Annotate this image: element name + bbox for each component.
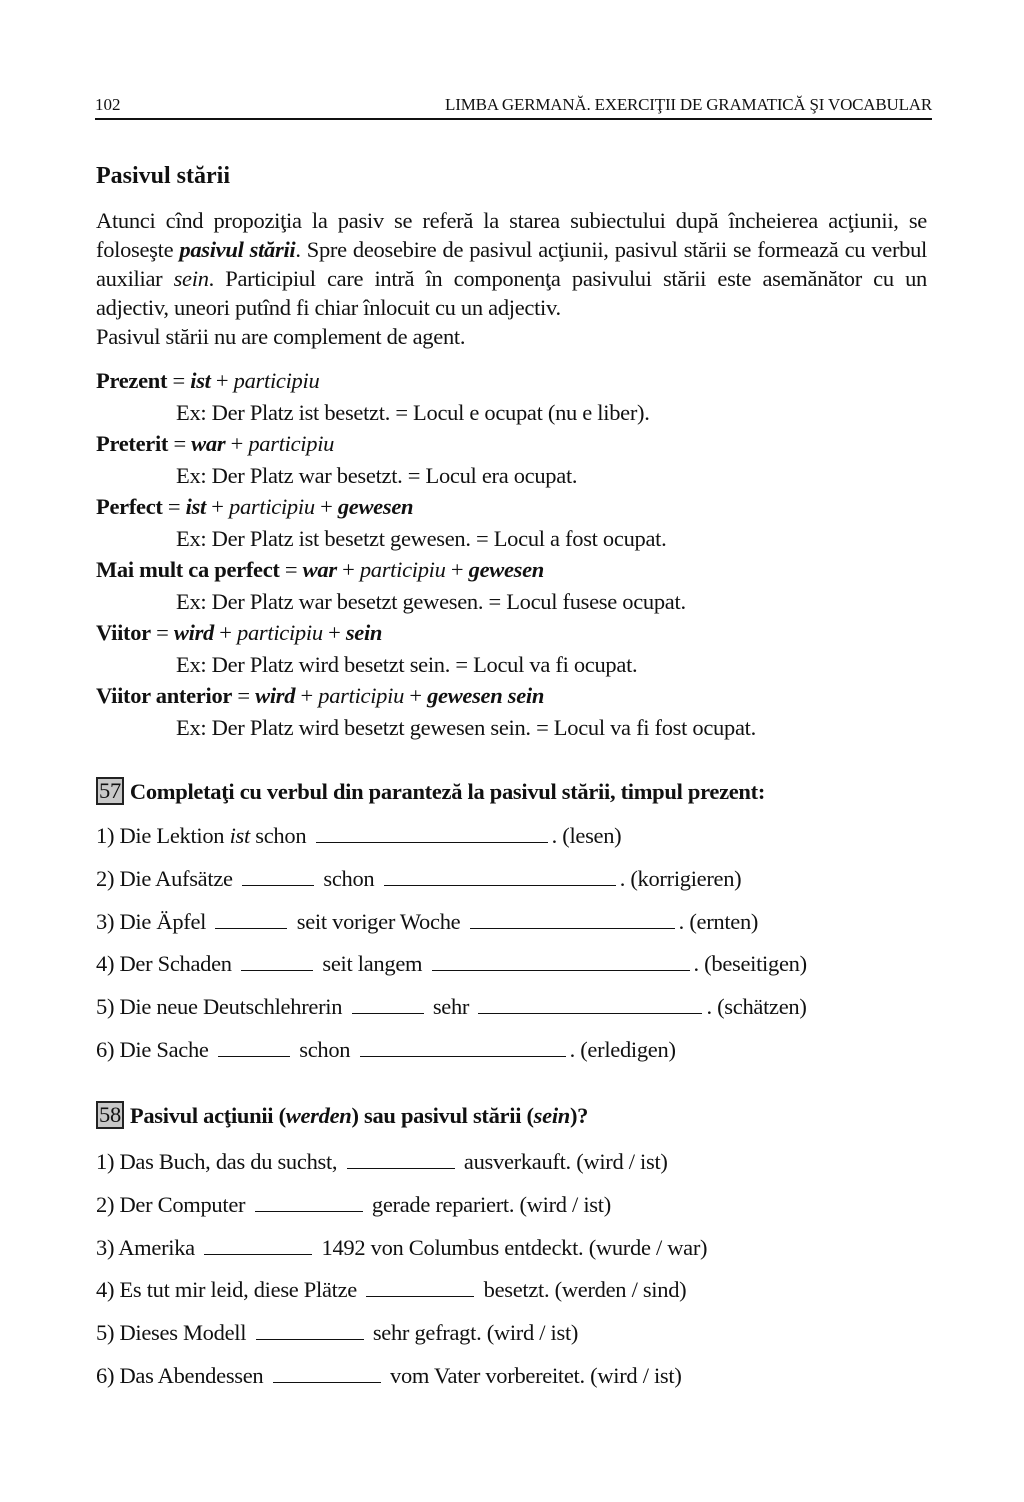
item-start: 3) Die Äpfel [96,908,207,934]
page-number: 102 [95,95,121,114]
item-middle: seit langem [322,951,423,977]
rule-formula [96,680,936,712]
item-hint: . (ernten) [678,908,759,934]
rule-plus: + [314,494,338,519]
section-title: Pasivul stării [96,163,231,189]
rule-example: Ex: Der Platz war besetzt. = Locul era ocupat. [176,462,578,488]
aux-blank[interactable] [218,1036,290,1057]
rule-extra: gewesen [468,557,545,582]
item-middle: schon [299,1036,351,1062]
exercise-58-items [96,1146,707,1403]
para-text-2: . Spre deosebire de pasivul acţiunii, pasivul stării se formează cu verbul auxiliar [96,237,927,291]
item-start: 5) Die neue Deutschlehrerin [96,994,343,1020]
item-start: 5) Dieses Modell [96,1320,247,1346]
rule-participle: participiu [237,620,323,645]
rule-plus: + [213,620,238,645]
rule-equals: = [279,557,303,582]
item-end: besetzt. (werden / sind) [483,1277,687,1303]
answer-blank[interactable] [470,908,675,929]
rule-participle: participiu [248,431,335,456]
running-title: LIMBA GERMANĂ. EXERCIŢII DE GRAMATICĂ ŞI VOCABULAR [445,95,932,114]
exercise-item [96,1146,707,1189]
exercise-item [96,863,807,906]
tense-rules [96,365,936,743]
rule-participle: participiu [229,494,315,519]
rule-extra: gewesen sein [427,683,545,708]
answer-blank[interactable] [204,1234,312,1255]
answer-blank[interactable] [347,1148,455,1169]
answer-blank[interactable] [316,822,548,843]
item-middle: sehr [432,994,470,1020]
rule-formula [96,554,936,586]
item-end: ausverkauft. (wird / ist) [463,1149,668,1174]
aux-blank[interactable] [242,865,314,886]
rule-example: Ex: Der Platz war besetzt gewesen. = Locul fusese ocupat. [176,588,686,614]
exercise-instruction: Completaţi cu verbul din paranteză la pasivul stării, timpul prezent: [129,779,766,804]
answer-blank[interactable] [366,1276,474,1297]
rule-tense: Perfect [96,494,163,519]
para-text-4: Pasivul stării nu are complement de agent. [96,324,466,349]
rule-example: Ex: Der Platz wird besetzt gewesen sein. = Locul va fi fost ocupat. [176,714,756,740]
item-start: 1) Das Buch, das du suchst, [96,1149,338,1174]
rule-aux: wird [173,620,214,645]
item-start: 4) Der Schaden [96,951,232,977]
rule-example: Ex: Der Platz wird besetzt sein. = Locul va fi ocupat. [176,651,638,677]
item-middle: seit voriger Woche [296,908,461,934]
item-start: 6) Die Sache [96,1036,209,1062]
rule-plus: + [322,620,346,645]
item-end: sehr gefragt. (wird / ist) [372,1320,579,1346]
item-hint: . (korrigieren) [619,865,742,891]
exercise-58-heading [96,1101,588,1131]
item-end: vom Vater vorbereitet. (wird / ist) [390,1362,682,1388]
exercise-item [96,991,807,1034]
rule-equals: = [162,494,186,519]
item-hint: . (lesen) [551,823,622,848]
item-middle: schon [249,823,307,848]
rule-equals: = [167,368,191,393]
rule-tense: Mai mult ca perfect [96,557,280,582]
item-hint: . (beseitigen) [693,951,807,977]
rule-formula [96,491,936,523]
answer-blank[interactable] [360,1036,566,1057]
para-term-emphasis: pasivul stării [179,237,296,262]
rule-tense: Preterit [96,431,169,456]
rule-tense: Prezent [96,368,168,393]
answer-blank[interactable] [273,1362,381,1383]
exercise-item [96,906,807,949]
answer-blank[interactable] [255,1191,363,1212]
rule-formula [96,365,936,397]
exercise-instruction: )? [569,1103,589,1128]
answer-blank[interactable] [432,950,690,971]
rule-plus: + [225,431,249,456]
exercise-number-badge: 57 [96,777,124,805]
aux-blank[interactable] [352,993,424,1014]
rule-plus: + [205,494,230,519]
item-start: 4) Es tut mir leid, diese Plätze [96,1277,357,1303]
rule-extra: sein [345,620,383,645]
rule-participle: participiu [233,368,320,393]
rule-extra: gewesen [337,494,414,519]
rule-plus: + [295,683,319,708]
item-given-aux: ist [229,823,250,848]
rule-equals: = [150,620,174,645]
rule-participle: participiu [318,683,405,708]
rule-equals: = [232,683,256,708]
exercise-57-heading [96,777,765,807]
rule-tense: Viitor [96,620,151,645]
item-start: 2) Die Aufsätze [96,865,233,891]
item-start: 6) Das Abendessen [96,1362,264,1388]
answer-blank[interactable] [256,1319,364,1340]
answer-blank[interactable] [384,865,616,886]
intro-paragraph [96,206,927,351]
rule-formula [96,617,936,649]
item-hint: . (schätzen) [706,994,807,1020]
para-text-1: Atunci cînd propoziţia la pasiv se referă la starea subiectului după încheierea acţiunii, se foloseşte [96,208,927,262]
rule-aux: war [191,431,226,456]
rule-plus: + [336,557,360,582]
para-sein-italic: sein [173,266,209,291]
exercise-instruction: Pasivul acţiunii ( [129,1103,286,1128]
exercise-57-items [96,820,807,1077]
exercise-instruction: ) sau pasivul stării ( [351,1103,534,1128]
exercise-item [96,1274,707,1317]
rule-aux: war [302,557,337,582]
rule-aux: ist [185,494,206,519]
exercise-item [96,1317,707,1360]
item-start: 1) Die Lektion [96,823,230,848]
rule-participle: participiu [359,557,446,582]
rule-aux: ist [190,368,211,393]
answer-blank[interactable] [478,993,702,1014]
exercise-item [96,1232,707,1275]
rule-equals: = [168,431,192,456]
item-hint: . (erledigen) [569,1036,676,1062]
exercise-number-badge: 58 [96,1101,124,1129]
rule-example: Ex: Der Platz ist besetzt gewesen. = Locul a fost ocupat. [176,525,667,551]
item-end: 1492 von Columbus entdeckt. (wurde / war) [321,1234,708,1260]
rule-tense: Viitor anterior [96,683,233,708]
rule-example: Ex: Der Platz ist besetzt. = Locul e ocupat (nu e liber). [176,399,650,425]
exercise-item [96,948,807,991]
rule-plus: + [404,683,428,708]
instruction-sein: sein [533,1103,570,1128]
exercise-item [96,1360,707,1403]
instruction-werden: werden [285,1103,352,1128]
item-start: 2) Der Computer [96,1191,246,1217]
exercise-item [96,1034,807,1077]
item-middle: schon [323,865,375,891]
exercise-item [96,820,807,863]
rule-plus: + [210,368,234,393]
rule-aux: wird [255,683,296,708]
rule-plus: + [445,557,469,582]
running-header [95,92,932,120]
exercise-item [96,1189,707,1232]
aux-blank[interactable] [241,950,313,971]
item-end: gerade repariert. (wird / ist) [371,1191,611,1217]
aux-blank[interactable] [215,908,287,929]
para-text-3: . Participiul care intră în componenţa pasivului stării este asemănător cu un adjectiv, uneori putînd fi chiar înlocuit cu un adjectiv. [96,266,927,320]
rule-formula [96,428,936,460]
item-start: 3) Amerika [96,1234,195,1260]
